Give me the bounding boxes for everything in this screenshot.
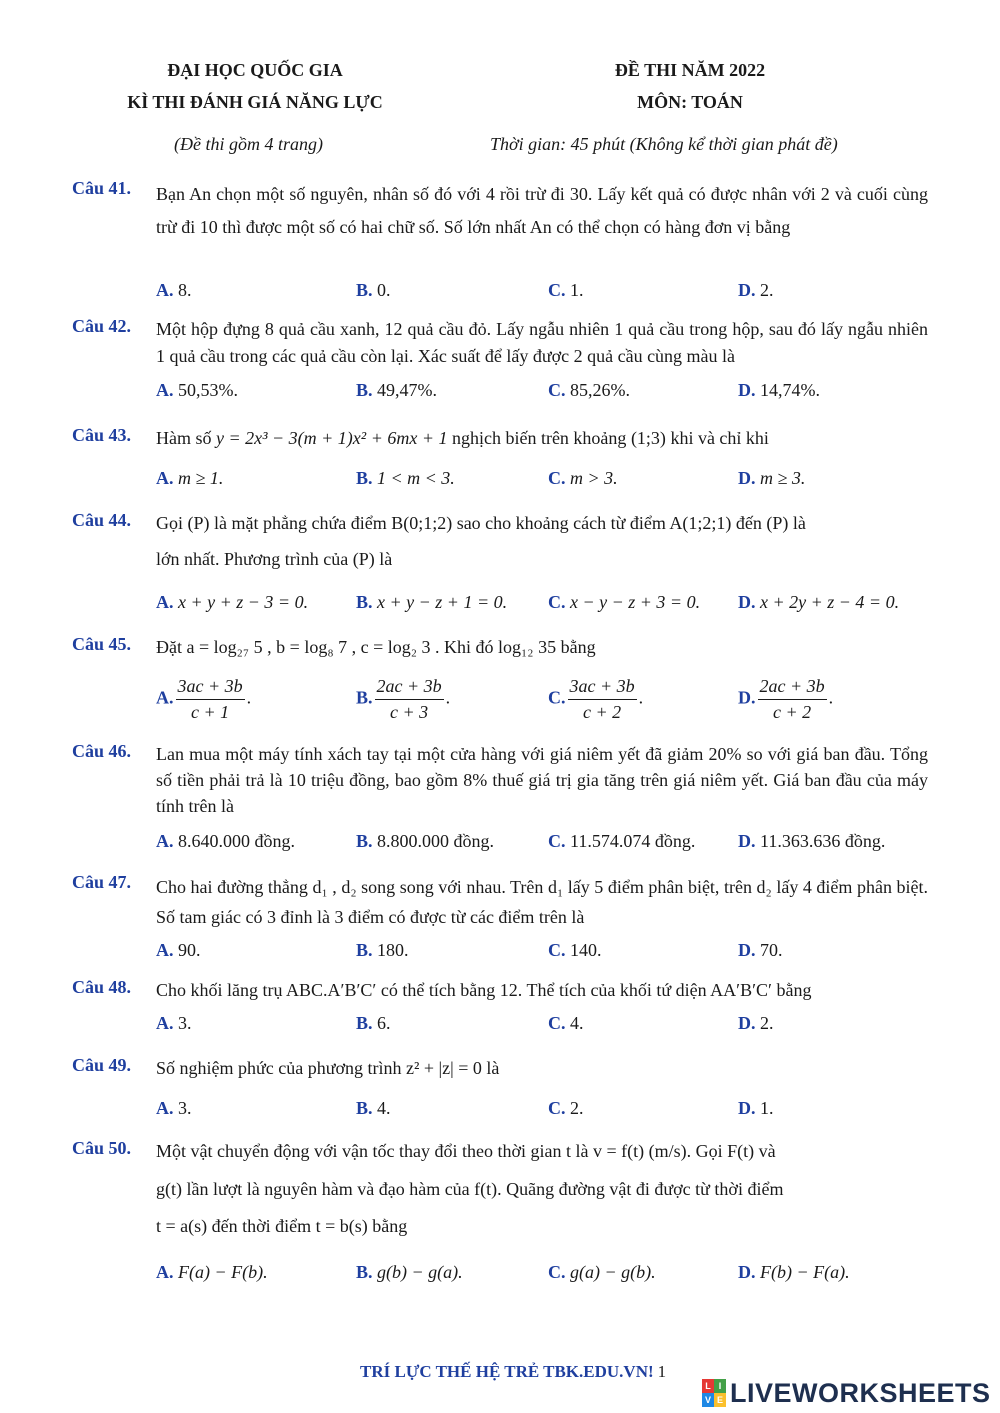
question-42-label: Câu 42. [72, 316, 132, 336]
page-number: 1 [657, 1362, 667, 1381]
question-41-label: Câu 41. [72, 178, 132, 198]
question-49-text: Số nghiệm phức của phương trình z² + |z| = 0 là [156, 1058, 500, 1078]
question-44-line2: lớn nhất. Phương trình của (P) là [156, 549, 393, 569]
q48-option-a[interactable]: A. 3. [156, 1013, 192, 1033]
question-41-text: Bạn An chọn một số nguyên, nhân số đó với 4 rồi trừ đi 30. Lấy kết quả có được nhân với 2 và cuối cùng trừ đi 10 thì được một số có hai chữ số. Số lớn nhất An có thể chọn có hàng đơn vị bằng [156, 184, 928, 237]
question-46-label: Câu 46. [72, 741, 132, 761]
question-50-label: Câu 50. [72, 1138, 132, 1158]
question-49-label: Câu 49. [72, 1055, 132, 1075]
question-50-line1: Một vật chuyển động với vận tốc thay đổi theo thời gian t là v = f(t) (m/s). Gọi F(t) và [156, 1141, 776, 1161]
q43-option-d[interactable]: D. m ≥ 3. [738, 468, 806, 488]
question-47-label: Câu 47. [72, 872, 132, 892]
q42-option-d[interactable]: D. 14,74%. [738, 380, 820, 400]
liveworksheets-logo-icon: L I V E [702, 1379, 726, 1407]
question-45-label: Câu 45. [72, 634, 132, 654]
q50-option-c[interactable]: C. g(a) − g(b). [548, 1262, 656, 1282]
q47-option-b[interactable]: B. 180. [356, 940, 409, 960]
q41-option-b[interactable]: B. 0. [356, 280, 391, 300]
q41-option-c[interactable]: C. 1. [548, 280, 584, 300]
q44-option-a[interactable]: A. x + y + z − 3 = 0. [156, 592, 309, 612]
q41-option-d[interactable]: D. 2. [738, 280, 774, 300]
question-47-text: Cho hai đường thẳng d₁ , d₂ song song với nhau. Trên d₁ lấy 5 điểm phân biệt, trên d₂ lấy 4 điểm phân biệt. Số tam giác có 3 đỉnh là 3 điểm có được từ các điểm trên là [156, 877, 928, 927]
q50-option-a[interactable]: A. F(a) − F(b). [156, 1262, 268, 1282]
liveworksheets-text: LIVEWORKSHEETS [730, 1377, 991, 1408]
q42-option-c[interactable]: C. 85,26%. [548, 380, 630, 400]
q43-option-c[interactable]: C. m > 3. [548, 468, 618, 488]
q46-option-c[interactable]: C. 11.574.074 đồng. [548, 831, 696, 851]
q43-option-a[interactable]: A. m ≥ 1. [156, 468, 224, 488]
q49-option-b[interactable]: B. 4. [356, 1098, 391, 1118]
question-50-line2: g(t) lần lượt là nguyên hàm và đạo hàm của f(t). Quãng đường vật đi được từ thời điểm [156, 1179, 784, 1199]
q44-option-b[interactable]: B. x + y − z + 1 = 0. [356, 592, 508, 612]
q45-option-b[interactable]: B. $\frac{2ac + 3b}{c + 3}$ . [356, 676, 451, 722]
page-footer [360, 1362, 666, 1382]
q43-formula: y = 2x³ − 3(m + 1)x² + 6mx + 1 [216, 428, 448, 448]
q49-option-c[interactable]: C. 2. [548, 1098, 584, 1118]
question-48-label: Câu 48. [72, 977, 132, 997]
q45-option-c[interactable]: C. $\frac{3ac + 3b}{c + 2}$ . [548, 676, 644, 722]
question-44-label: Câu 44. [72, 510, 132, 530]
question-46-text: Lan mua một máy tính xách tay tại một cửa hàng với giá niêm yết đã giảm 20% so với giá ban đầu. Tổng số tiền phải trả là 10 triệu đồng, bao gồm 8% thuế giá trị gia tăng trên giá niêm yết. Giá ban đầu của máy tính trên là [156, 744, 928, 816]
q45-option-d[interactable]: D. $\frac{2ac + 3b}{c + 2}$ . [738, 676, 834, 722]
q44-option-d[interactable]: D. x + 2y + z − 4 = 0. [738, 592, 900, 612]
header-left-note: (Đề thi gồm 4 trang) [174, 134, 323, 154]
header-left-line2: KÌ THI ĐÁNH GIÁ NĂNG LỰC [127, 92, 383, 112]
question-45-text: Đặt a = log₂₇ 5 , b = log₈ 7 , c = log₂ 3 . Khi đó log₁₂ 35 bằng [156, 637, 596, 657]
question-43-label: Câu 43. [72, 425, 132, 445]
header-right-line1: ĐỀ THI NĂM 2022 [614, 60, 766, 80]
q47-option-a[interactable]: A. 90. [156, 940, 201, 960]
q48-option-b[interactable]: B. 6. [356, 1013, 391, 1033]
q49-option-d[interactable]: D. 1. [738, 1098, 774, 1118]
q41-option-a[interactable]: A. 8. [156, 280, 192, 300]
liveworksheets-watermark [702, 1378, 991, 1408]
header-right-line2: MÔN: TOÁN [637, 92, 743, 112]
header-left-line1: ĐẠI HỌC QUỐC GIA [167, 60, 343, 80]
question-48-text: Cho khối lăng trụ ABC.A′B′C′ có thể tích bằng 12. Thể tích của khối tứ diện AA′B′C′ bằng [156, 980, 812, 1000]
question-42-text: Một hộp đựng 8 quả cầu xanh, 12 quả cầu đỏ. Lấy ngẫu nhiên 1 quả cầu trong hộp, sau đó lấy ngẫu nhiên 1 quả cầu trong các quả cầu còn lại. Xác suất để lấy được 2 quả cầu cùng màu là [156, 319, 928, 366]
header-right-note: Thời gian: 45 phút (Không kể thời gian phát đề) [490, 134, 838, 154]
question-43-text: Hàm số y = 2x³ − 3(m + 1)x² + 6mx + 1 nghịch biến trên khoảng (1;3) khi và chỉ khi [156, 428, 769, 448]
q42-option-a[interactable]: A. 50,53%. [156, 380, 238, 400]
q50-option-b[interactable]: B. g(b) − g(a). [356, 1262, 463, 1282]
q42-option-b[interactable]: B. 49,47%. [356, 380, 438, 400]
q50-option-d[interactable]: D. F(b) − F(a). [738, 1262, 850, 1282]
q48-option-c[interactable]: C. 4. [548, 1013, 584, 1033]
footer-text: TRÍ LỰC THẾ HỆ TRẺ TBK.EDU.VN! [360, 1362, 654, 1381]
q49-option-a[interactable]: A. 3. [156, 1098, 192, 1118]
q47-option-d[interactable]: D. 70. [738, 940, 783, 960]
q48-option-d[interactable]: D. 2. [738, 1013, 774, 1033]
q46-option-a[interactable]: A. 8.640.000 đồng. [156, 831, 295, 851]
question-44-line1: Gọi (P) là mặt phẳng chứa điểm B(0;1;2) sao cho khoảng cách từ điểm A(1;2;1) đến (P) là [156, 513, 806, 533]
q43-option-b[interactable]: B. 1 < m < 3. [356, 468, 455, 488]
q46-option-d[interactable]: D. 11.363.636 đồng. [738, 831, 886, 851]
q44-option-c[interactable]: C. x − y − z + 3 = 0. [548, 592, 701, 612]
q45-option-a[interactable]: A. $\frac{3ac + 3b}{c + 1}$ . [156, 676, 252, 722]
q46-option-b[interactable]: B. 8.800.000 đồng. [356, 831, 495, 851]
question-50-line3: t = a(s) đến thời điểm t = b(s) bằng [156, 1216, 408, 1236]
q47-option-c[interactable]: C. 140. [548, 940, 602, 960]
